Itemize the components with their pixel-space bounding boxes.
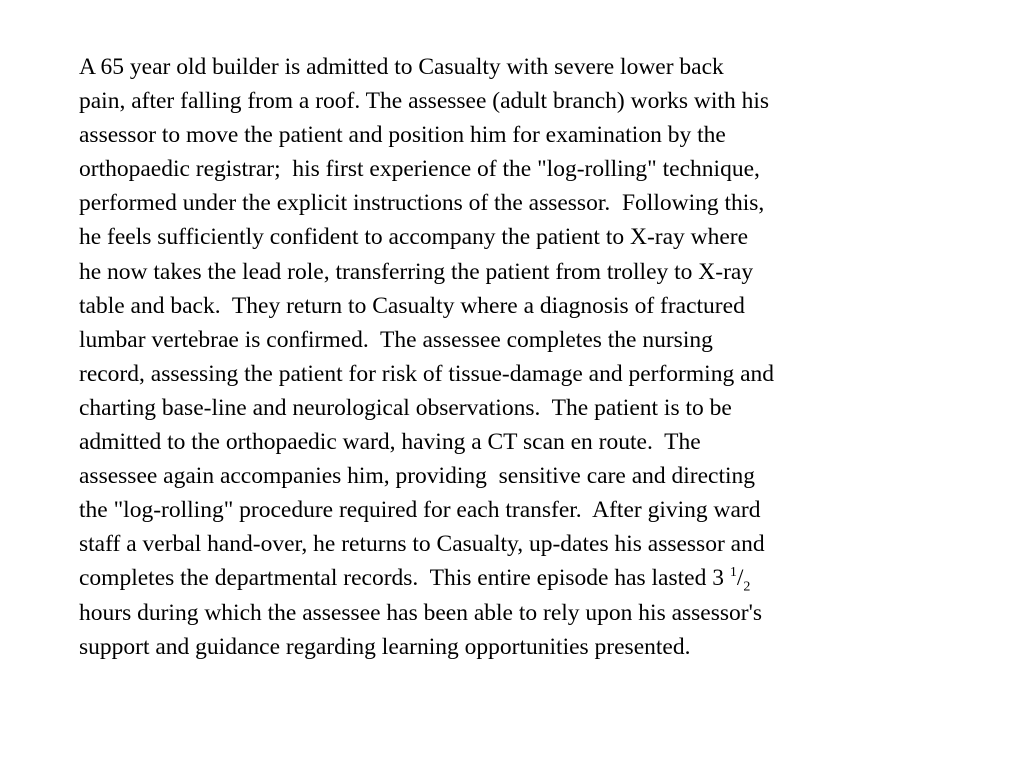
text-line: assessee again accompanies him, providing sensitive care and directing [79, 463, 756, 490]
text-line: performed under the explicit instructions of the assessor. Following this, [79, 190, 765, 217]
text-line: staff a verbal hand-over, he returns to Casualty, up-dates his assessor and [79, 531, 765, 558]
text-line-with-fraction [79, 561, 939, 595]
text-line: assessor to move the patient and position him for examination by the [79, 122, 726, 149]
fraction-slash: / [736, 565, 744, 592]
text-line: A 65 year old builder is admitted to Casualty with severe lower back [79, 54, 724, 80]
text-line: the "log-rolling" procedure required for each transfer. After giving ward [79, 497, 761, 524]
text-line: lumbar vertebrae is confirmed. The assessee completes the nursing [79, 326, 713, 353]
text-line: hours during which the assessee has been able to rely upon his assessor's [79, 599, 762, 626]
text-line: he feels sufficiently confident to accompany the patient to X-ray where [79, 224, 749, 251]
text-line: table and back. They return to Casualty where a diagnosis of fractured [79, 292, 745, 319]
case-study-paragraph [79, 50, 939, 664]
fraction-numerator: 1 [729, 565, 737, 581]
fraction-line-prefix: completes the departmental records. This entire episode has lasted 3 [79, 565, 730, 592]
text-line: charting base-line and neurological observations. The patient is to be [79, 394, 732, 421]
text-line: record, assessing the patient for risk of tissue-damage and performing and [79, 360, 774, 387]
text-line: orthopaedic registrar; his first experience of the "log-rolling" technique, [79, 156, 760, 183]
text-line: admitted to the orthopaedic ward, having a CT scan en route. The [79, 429, 701, 456]
fraction-denominator: 2 [743, 580, 751, 596]
text-line: support and guidance regarding learning opportunities presented. [79, 633, 691, 660]
text-line: pain, after falling from a roof. The assessee (adult branch) works with his [79, 88, 769, 115]
text-line: he now takes the lead role, transferring the patient from trolley to X-ray [79, 258, 754, 285]
